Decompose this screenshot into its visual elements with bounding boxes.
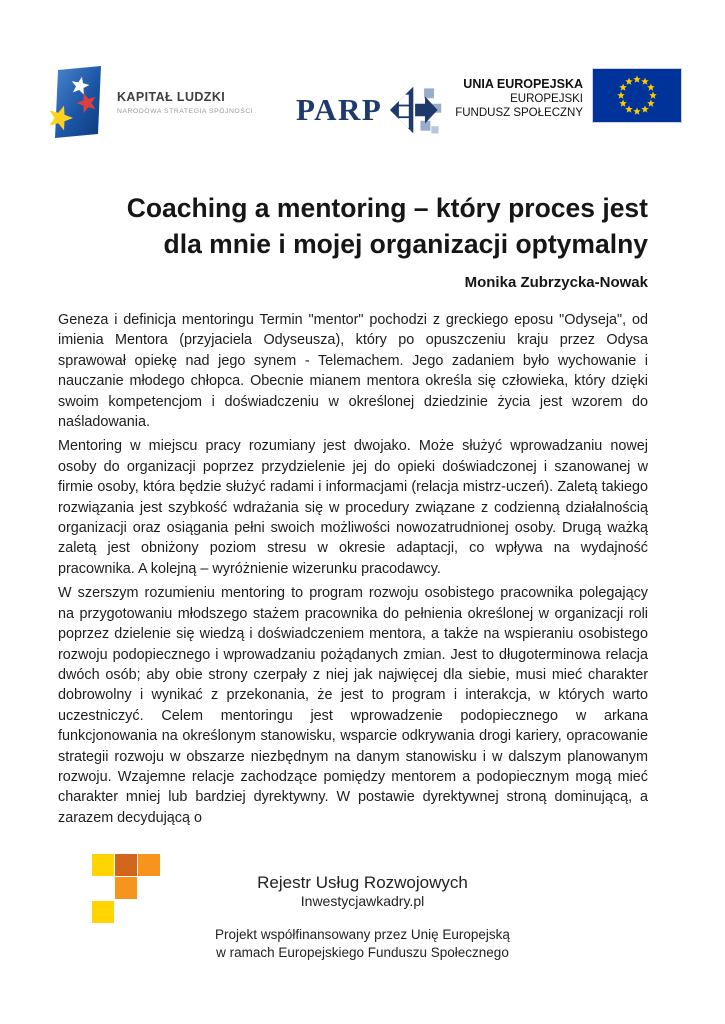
eu-text [455,77,583,120]
parp-wordmark: PARP [296,92,383,127]
kapital-ludzki-text [117,90,253,115]
article-title-line-1: Coaching a mentoring – który proces jest [126,193,648,223]
kapital-ludzki-title: KAPITAŁ LUDZKI [117,90,226,104]
footer-register-title: Rejestr Usług Rozwojowych [257,873,468,892]
article-author: Monika Zubrzycka-Nowak [464,274,648,291]
article-body [58,310,648,832]
footer-site-name: Inwestycjawkadry.pl [300,893,425,909]
article-title [58,190,648,262]
footer-spacer [0,910,725,926]
parp-diamond-icon [389,84,443,136]
eu-union-label: UNIA EUROPEJSKA [463,77,583,91]
eu-flag-icon [592,68,682,123]
kapital-ludzki-subtitle: NARODOWA STRATEGIA SPÓJNOŚCI [117,108,254,115]
parp-logo [296,84,443,136]
footer-cofinancing-line-1: Projekt współfinansowany przez Unię Europejską [215,927,510,942]
eu-fund-label-2: FUNDUSZ SPOŁECZNY [455,107,583,119]
eu-fund-label-1: EUROPEJSKI [510,93,583,105]
footer-text [0,873,725,961]
kapital-ludzki-flag-icon [44,62,110,144]
article-title-line-2: dla mnie i mojej organizacji optymalny [163,229,648,259]
paragraph-2: Mentoring w miejscu pracy rozumiany jest dwojako. Może służyć wprowadzaniu nowej osoby do organizacji poprzez przydzielenie jej do opieki doświadczonej i szanowanej w firmie osoby, która będzie służyć radami i informacjami (relacja mistrz-uczeń). Zaletą takiego rozwiązania jest szybkość wdrażania się w procedury związane z codzienną działalnością organizacji oraz osiągania pełni swoich możliwości nowozatrudnionej osoby. Drugą ważką zaletą jest obniżony poziom stresu w okresie adaptacji, co wpływa na wydajność pracownika. A kolejną – wyróżnienie wizerunku pracodawcy. [58,438,648,577]
paragraph-3: W szerszym rozumieniu mentoring to program rozwoju osobistego pracownika polegający na przygotowaniu młodszego stażem pracownika do pełnienia określonej w organizacji roli poprzez dzielenie się wiedzą i doświadczeniem mentora, a także na wspieraniu osobistego rozwoju podopiecznego i wprowadzaniu pożądanych zmian. Jest to długoterminowa relacja dwóch osób; aby obie strony czerpały z niej jak najwięcej dla siebie, musi mieć charakter dobrowolny i wynikać z przekonania, że jest to program i interakcja, w których warto uczestniczyć. Celem mentoringu jest wprowadzenie podopiecznego w arkana funkcjonowania na określonym stanowisku, wsparcie odkrywania drogi kariery, opracowanie strategii rozwoju w obszarze niezbędnym na danym stanowisku i w dalszym planowanym rozwoju. Wzajemne relacje zachodzące pomiędzy mentorem a podopiecznym mogą mieć charakter mniej lub bardziej dyrektywny. W postawie dyrektywnej stroną dominującą, a zarazem decydującą o [58,585,648,826]
footer-cofinancing-line-2: w ramach Europejskiego Funduszu Społecznego [216,944,509,960]
paragraph-1: Geneza i definicja mentoringu Termin "mentor" pochodzi z greckiego eposu "Odyseja", od imienia Mentora (przyjaciela Odyseusza), który po opuszczeniu kraju przez Odysa sprawował opiekę nad jego synem - Telemachem. Jego zadaniem było wychowanie i nauczanie młodego chłopca. Obecnie mianem mentora określa się człowieka, który dzięki swoim kompetencjom i doświadczeniu w określonej dziedzinie życia jest wzorem do naśladowania. [58,312,648,431]
